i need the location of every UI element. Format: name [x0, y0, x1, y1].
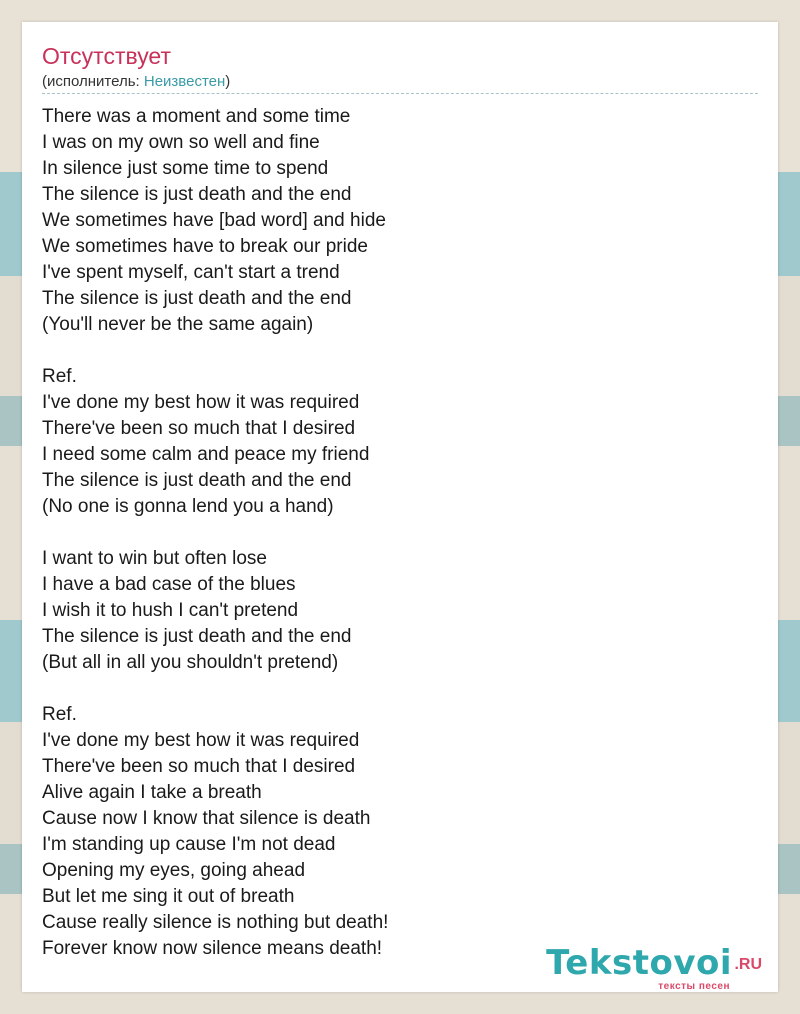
lyric-line: I've done my best how it was required [42, 730, 360, 751]
lyric-line: Ref. [42, 704, 77, 725]
lyric-line: Ref. [42, 366, 77, 387]
lyric-line: (But all in all you shouldn't pretend) [42, 652, 339, 673]
tekstovoi-logo[interactable] [548, 944, 768, 992]
lyric-line: (No one is gonna lend you a hand) [42, 496, 334, 517]
lyric-line: I have a bad case of the blues [42, 574, 296, 595]
lyric-line: Cause really silence is nothing but death! [42, 912, 389, 933]
lyric-blank-line [42, 520, 742, 546]
lyric-line: There've been so much that I desired [42, 418, 356, 439]
lyric-line: The silence is just death and the end [42, 288, 352, 309]
song-title: Отсутствует [42, 43, 171, 69]
lyrics-card [22, 22, 778, 992]
lyric-line: There was a moment and some time [42, 106, 351, 127]
lyric-line: Opening my eyes, going ahead [42, 860, 306, 881]
lyric-line: I've done my best how it was required [42, 392, 360, 413]
lyrics-text [42, 104, 742, 962]
artist-line [42, 73, 230, 91]
lyric-line: We sometimes have to break our pride [42, 236, 368, 257]
lyric-line: There've been so much that I desired [42, 756, 356, 777]
logo-domain: .RU [734, 956, 762, 973]
artist-suffix: ) [225, 73, 231, 90]
lyric-line: In silence just some time to spend [42, 158, 329, 179]
lyric-line: I want to win but often lose [42, 548, 267, 569]
lyric-line: I'm standing up cause I'm not dead [42, 834, 336, 855]
lyric-line: Forever know now silence means death! [42, 938, 383, 959]
lyric-line: I need some calm and peace my friend [42, 444, 370, 465]
lyric-blank-line [42, 338, 742, 364]
lyric-line: (You'll never be the same again) [42, 314, 314, 335]
lyric-line: We sometimes have [bad word] and hide [42, 210, 386, 231]
logo-tagline: тексты песен [658, 981, 730, 992]
artist-link[interactable]: Неизвестен [143, 73, 226, 90]
lyric-line: The silence is just death and the end [42, 626, 352, 647]
logo-wordmark: Tekstovoi [546, 943, 732, 983]
lyric-line: The silence is just death and the end [42, 184, 352, 205]
lyric-line: Alive again I take a breath [42, 782, 262, 803]
lyric-blank-line [42, 676, 742, 702]
lyric-line: But let me sing it out of breath [42, 886, 295, 907]
lyric-line: The silence is just death and the end [42, 470, 352, 491]
lyric-line: Cause now I know that silence is death [42, 808, 371, 829]
lyric-line: I wish it to hush I can't pretend [42, 600, 299, 621]
title-divider [42, 93, 758, 94]
artist-prefix: (исполнитель: [42, 73, 144, 90]
lyric-line: I was on my own so well and fine [42, 132, 320, 153]
lyric-line: I've spent myself, can't start a trend [42, 262, 340, 283]
